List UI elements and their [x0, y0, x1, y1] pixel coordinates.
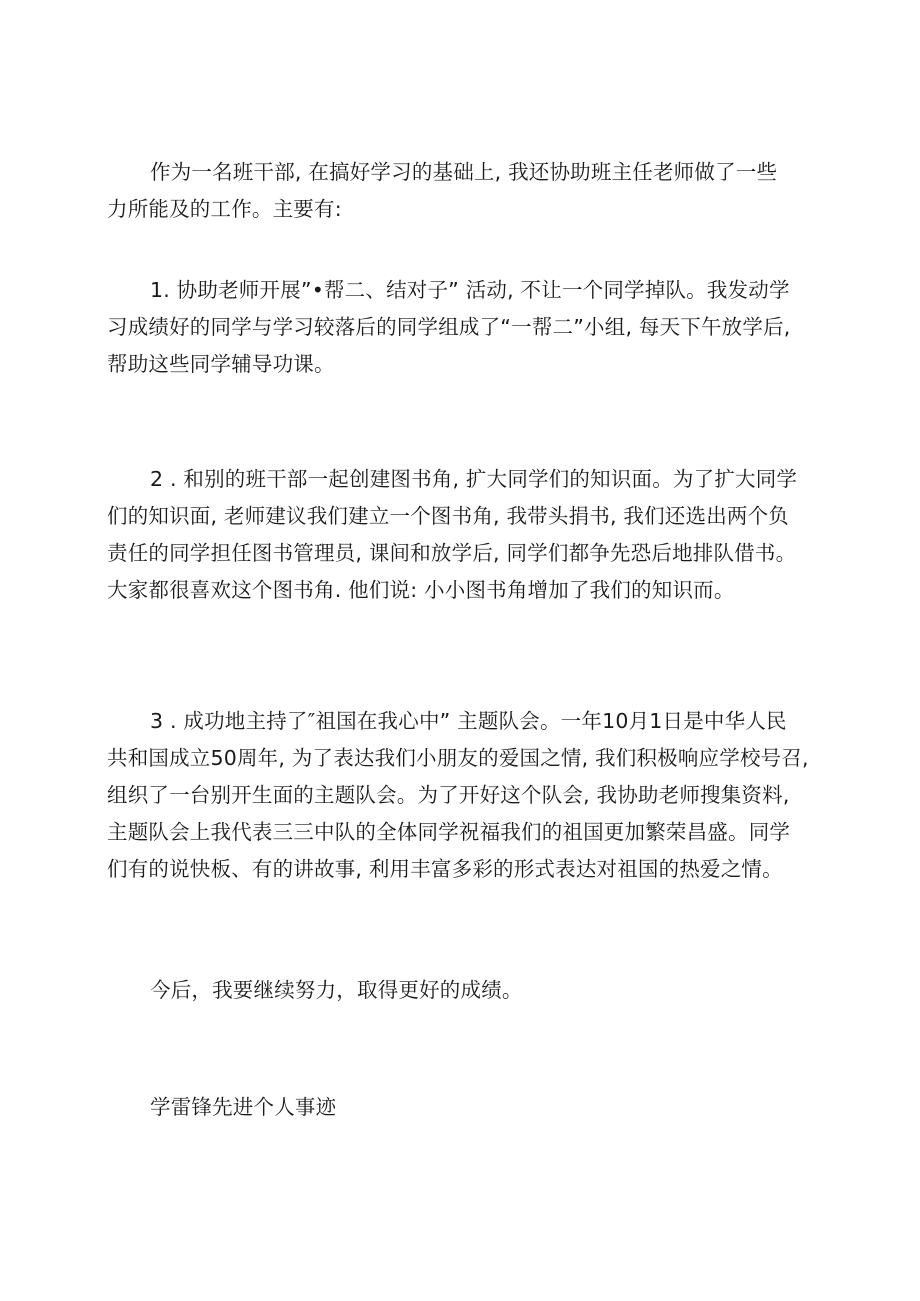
- intro-line: 力所能及的工作。主要有:: [107, 197, 342, 221]
- item-1-line: 习成绩好的同学与学习较落后的同学组成了“一帮二”小组, 每天下午放学后,: [107, 315, 791, 339]
- item-1-line: 1. 协助老师开展”•帮二、结对子” 活动, 不让一个同学掉队。我发动学: [150, 278, 790, 302]
- item-3-line: 共和国成立50周年, 为了表达我们小朋友的爱国之情, 我们积极响应学校号召,: [107, 746, 809, 770]
- closing-paragraph: [107, 972, 827, 1009]
- section-heading-text: 学雷锋先进个人事迹: [150, 1095, 337, 1119]
- intro-line: 作为一名班干部, 在搞好学习的基础上, 我还协助班主任老师做了一些: [150, 160, 778, 184]
- item-3-line: 3 . 成功地主持了″祖国在我心中” 主题队会。一年10月1日是中华人民: [150, 709, 787, 733]
- item-2-paragraph: [107, 461, 827, 609]
- item-2-line: 大家都很喜欢这个图书角. 他们说: 小小图书角增加了我们的知识而。: [107, 578, 735, 602]
- item-2-line: 责任的同学担任图书管理员, 课间和放学后, 同学们都争先恐后地排队借书。: [107, 541, 797, 565]
- item-3-line: 主题队会上我代表三三中队的全体同学祝福我们的祖国更加繁荣昌盛。同学: [107, 820, 791, 844]
- closing-line: 今后，我要继续努力，取得更好的成绩。: [150, 978, 523, 1002]
- item-1-line: 帮助这些同学辅导功课。: [107, 352, 335, 376]
- item-3-line: 们有的说快板、有的讲故事, 利用丰富多彩的形式表达对祖国的热爱之情。: [107, 857, 783, 881]
- intro-paragraph: [107, 154, 827, 228]
- item-3-line: 组织了一台别开生面的主题队会。为了开好这个队会, 我协助老师搜集资料,: [107, 783, 790, 807]
- item-2-line: 2 . 和别的班干部一起创建图书角, 扩大同学们的知识面。为了扩大同学: [150, 467, 798, 491]
- section-heading: [107, 1089, 827, 1126]
- item-1-paragraph: [107, 272, 827, 383]
- item-3-paragraph: [107, 703, 827, 888]
- item-2-line: 们的知识面, 老师建议我们建立一个图书角, 我带头捐书, 我们还选出两个负: [107, 504, 789, 528]
